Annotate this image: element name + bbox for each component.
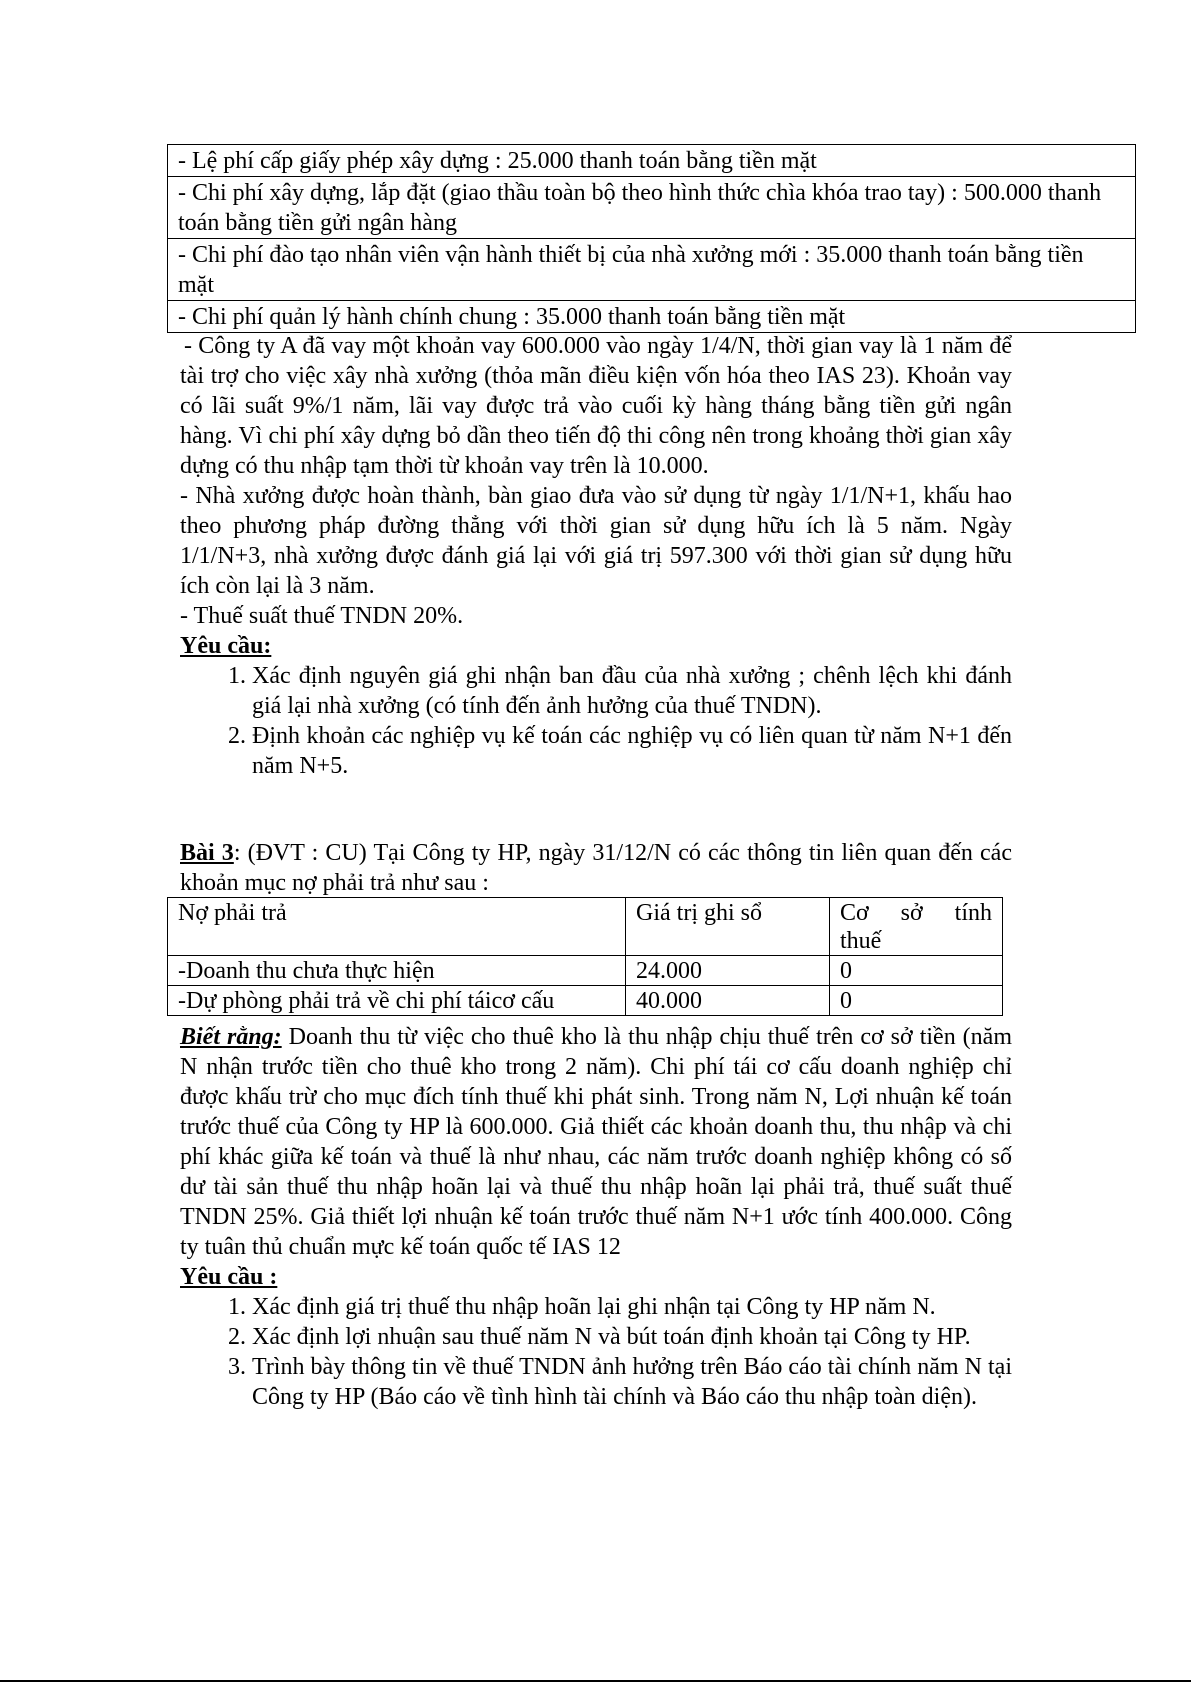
header-tax-base-line1: Cơ sở tính (840, 900, 992, 926)
table-row (168, 145, 1136, 177)
requirement-list (180, 1292, 1012, 1412)
cell-liability: -Doanh thu chưa thực hiện (168, 956, 626, 986)
biet-rang-paragraph (180, 1022, 1012, 1262)
bai3-intro-text: : (ĐVT : CU) Tại Công ty HP, ngày 31/12/N có các thông tin liên quan đến các khoản mục nợ phải trả như sau : (180, 840, 1012, 896)
list-item: 1. Xác định giá trị thuế thu nhập hoãn lại ghi nhận tại Công ty HP năm N. (252, 1292, 1012, 1322)
cost-item: - Lệ phí cấp giấy phép xây dựng : 25.000 thanh toán bằng tiền mặt (168, 145, 1136, 177)
table-row (168, 239, 1136, 301)
cell-tax-base: 0 (830, 986, 1003, 1016)
cost-item: - Chi phí đào tạo nhân viên vận hành thiết bị của nhà xưởng mới : 35.000 thanh toán bằng tiền mặt (168, 239, 1136, 301)
liabilities-table (167, 897, 1003, 1016)
cell-book-value: 40.000 (626, 986, 830, 1016)
list-item: 2. Xác định lợi nhuận sau thuế năm N và bút toán định khoản tại Công ty HP. (252, 1322, 1012, 1352)
table-row (168, 301, 1136, 333)
table-row (168, 177, 1136, 239)
list-item: 1. Xác định nguyên giá ghi nhận ban đầu của nhà xưởng ; chênh lệch khi đánh giá lại nhà xưởng (có tính đến ảnh hưởng của thuế TNDN). (252, 661, 1012, 721)
depreciation-paragraph: - Nhà xưởng được hoàn thành, bàn giao đưa vào sử dụng từ ngày 1/1/N+1, khấu hao theo phương pháp đường thẳng với thời gian sử dụng hữu ích là 5 năm. Ngày 1/1/N+3, nhà xưởng được đánh giá lại với giá trị 597.300 với thời gian sử dụng hữu ích còn lại là 3 năm. (180, 483, 1012, 599)
bai3-title: Bài 3 (180, 840, 234, 866)
bai3-body (180, 1022, 1012, 1412)
header-liability: Nợ phải trả (168, 898, 626, 956)
loan-paragraph: - Công ty A đã vay một khoản vay 600.000 vào ngày 1/4/N, thời gian vay là 1 năm để tài trợ cho việc xây nhà xưởng (thỏa mãn điều kiện vốn hóa theo IAS 23). Khoản vay có lãi suất 9%/1 năm, lãi vay được trả vào cuối kỳ hàng tháng bằng tiền gửi ngân hàng. Vì chi phí xây dựng bỏ dần theo tiến độ thi công nên trong khoảng thời gian xây dựng có thu nhập tạm thời từ khoản vay trên là 10.000. (180, 333, 1012, 479)
header-tax-base (830, 898, 1003, 956)
bai2-body (180, 331, 1012, 781)
tax-rate-paragraph: - Thuế suất thuế TNDN 20%. (180, 603, 464, 629)
header-tax-base-line2: thuế (840, 928, 882, 954)
table-row (168, 986, 1003, 1016)
requirement-heading: Yêu cầu : (180, 1264, 278, 1290)
cost-table (167, 144, 1136, 333)
cost-item: - Chi phí xây dựng, lắp đặt (giao thầu toàn bộ theo hình thức chìa khóa trao tay) : 500.000 thanh toán bằng tiền gửi ngân hàng (168, 177, 1136, 239)
header-book-value: Giá trị ghi sổ (626, 898, 830, 956)
footer-rule (0, 1680, 1191, 1682)
cell-liability: -Dự phòng phải trả về chi phí táicơ cấu (168, 986, 626, 1016)
biet-rang-text: Doanh thu từ việc cho thuê kho là thu nhập chịu thuế trên cơ sở tiền (năm N nhận trước tiền cho thuê kho trong 2 năm). Chi phí tái cơ cấu doanh nghiệp chỉ được khấu trừ cho mục đích tính thuế khi phát sinh. Trong năm N, Lợi nhuận kế toán trước thuế của Công ty HP là 600.000. Giả thiết các khoản doanh thu, thu nhập và chi phí khác giữa kế toán và thuế là như nhau, các năm trước doanh nghiệp không có số dư tài sản thuế thu nhập hoãn lại và thuế thu nhập hoãn lại phải trả, thuế suất thuế TNDN 25%. Giả thiết lợi nhuận kế toán trước thuế năm N+1 ước tính 400.000. Công ty tuân thủ chuẩn mực kế toán quốc tế IAS 12 (180, 1024, 1012, 1260)
cost-item: - Chi phí quản lý hành chính chung : 35.000 thanh toán bằng tiền mặt (168, 301, 1136, 333)
requirement-heading: Yêu cầu: (180, 633, 272, 659)
cell-book-value: 24.000 (626, 956, 830, 986)
table-row (168, 956, 1003, 986)
requirement-list (180, 661, 1012, 781)
cell-tax-base: 0 (830, 956, 1003, 986)
table-header-row (168, 898, 1003, 956)
list-item: 2. Định khoản các nghiệp vụ kế toán các nghiệp vụ có liên quan từ năm N+1 đến năm N+5. (252, 721, 1012, 781)
biet-rang-label: Biết rằng: (180, 1024, 282, 1050)
bai3-intro-paragraph (180, 838, 1012, 898)
list-item: 3. Trình bày thông tin về thuế TNDN ảnh hưởng trên Báo cáo tài chính năm N tại Công ty HP (Báo cáo về tình hình tài chính và Báo cáo thu nhập toàn diện). (252, 1352, 1012, 1412)
bai3-intro (180, 838, 1012, 898)
